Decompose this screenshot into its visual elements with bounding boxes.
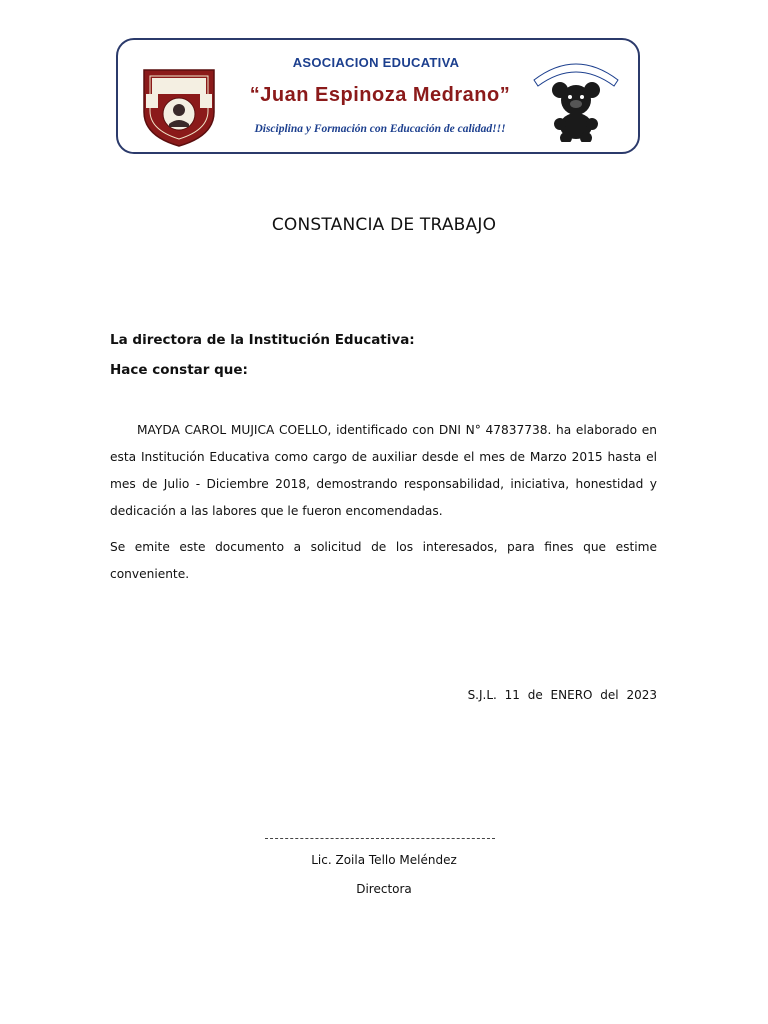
intro-hace-constar: Hace constar que:: [110, 362, 248, 378]
signatory-name: Lic. Zoila Tello Meléndez: [311, 853, 457, 867]
body-paragraph-1: MAYDA CAROL MUJICA COELLO, identificado con DNI N° 47837738. ha elaborado en esta Institución Educativa como cargo de auxiliar desde el mes de Marzo 2015 hasta el mes de Julio - Diciembre 2018, demostrando responsabilidad, iniciativa, honestidad y dedicación a las labores que le fueron encomendadas.: [110, 423, 657, 518]
signatory-role: Directora: [356, 882, 412, 896]
school-crest-icon: [136, 64, 222, 150]
teddy-bear-logo-icon: [530, 50, 622, 142]
association-label: ASOCIACION EDUCATIVA: [292, 55, 460, 70]
date-line: S.J.L. 11 de ENERO del 2023: [467, 688, 657, 702]
letterhead-banner: [116, 38, 640, 154]
body-paragraph-2: Se emite este documento a solicitud de los interesados, para fines que estime conveniente.: [110, 540, 657, 581]
intro-directora: [110, 332, 415, 348]
intro-directora-text: La directora de la Institución Educativa:: [110, 332, 415, 348]
document-title: CONSTANCIA DE TRABAJO: [271, 215, 497, 235]
signature-line: [265, 838, 495, 839]
school-name: “Juan Espinoza Medrano”: [249, 84, 511, 106]
school-motto: Disciplina y Formación con Educación de calidad!!!: [254, 123, 506, 135]
